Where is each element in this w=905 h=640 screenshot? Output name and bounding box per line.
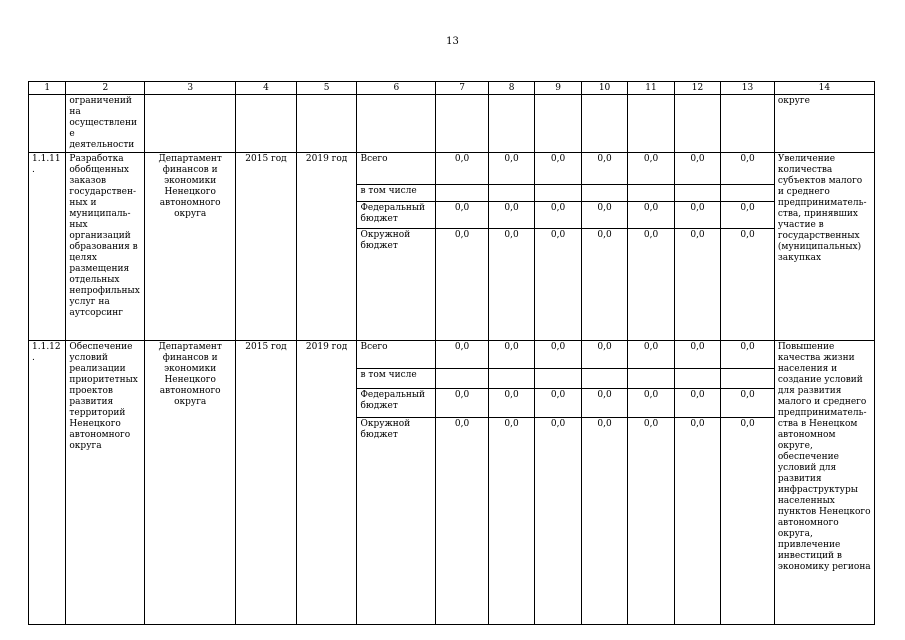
value-cell: 0,0 [721, 153, 775, 185]
row-label-including: в том числе [357, 369, 436, 389]
row-label-including: в том числе [357, 185, 436, 202]
program-activities-table [28, 81, 875, 625]
value-cell: 0,0 [535, 418, 581, 625]
row-label-district: Окружной бюджет [357, 418, 436, 625]
value-cell: 0,0 [488, 229, 534, 341]
value-cell: 0,0 [436, 389, 489, 418]
row-label-total: Всего [357, 341, 436, 369]
row-label-federal: Федеральный бюджет [357, 389, 436, 418]
value-cell: 0,0 [581, 202, 627, 229]
value-cell: 0,0 [488, 341, 534, 369]
continuation-row [29, 95, 875, 153]
value-cell: 0,0 [488, 389, 534, 418]
result-cell: округе [774, 95, 874, 153]
column-number: 14 [774, 82, 874, 95]
value-cell: 0,0 [674, 341, 720, 369]
value-cell: 0,0 [628, 341, 674, 369]
expected-result: Увеличение количества субъектов малого и среднего предприниматель-ства, принявших участие в государственных (муниципальных) закупках [774, 153, 874, 341]
value-cell: 0,0 [535, 202, 581, 229]
start-year: 2015 год [236, 341, 297, 625]
activity-number: 1.1.12. [29, 341, 66, 625]
column-number: 8 [488, 82, 534, 95]
column-number: 6 [357, 82, 436, 95]
value-cell: 0,0 [581, 341, 627, 369]
value-cell: 0,0 [628, 229, 674, 341]
activity-cell: ограничений на осуществление деятельности [66, 95, 145, 153]
start-year: 2015 год [236, 153, 297, 341]
table-row [29, 341, 875, 369]
column-number: 3 [145, 82, 236, 95]
value-cell: 0,0 [581, 229, 627, 341]
page-number: 13 [446, 36, 459, 47]
value-cell: 0,0 [535, 229, 581, 341]
value-cell: 0,0 [488, 418, 534, 625]
column-number-row [29, 82, 875, 95]
value-cell: 0,0 [436, 341, 489, 369]
value-cell: 0,0 [488, 153, 534, 185]
value-cell: 0,0 [674, 418, 720, 625]
column-number: 2 [66, 82, 145, 95]
activity-name: Разработка обобщенных заказов государствен-ных и муниципаль-ных организаций образования в целях размещения отдельных непрофильных услуг на аутсорсинг [66, 153, 145, 341]
value-cell: 0,0 [436, 153, 489, 185]
value-cell: 0,0 [535, 389, 581, 418]
value-cell: 0,0 [721, 389, 775, 418]
value-cell: 0,0 [581, 389, 627, 418]
value-cell: 0,0 [674, 389, 720, 418]
value-cell: 0,0 [721, 229, 775, 341]
column-number: 9 [535, 82, 581, 95]
end-year: 2019 год [296, 153, 357, 341]
value-cell: 0,0 [535, 153, 581, 185]
value-cell: 0,0 [674, 229, 720, 341]
value-cell: 0,0 [721, 341, 775, 369]
value-cell: 0,0 [436, 202, 489, 229]
value-cell: 0,0 [436, 229, 489, 341]
value-cell: 0,0 [535, 341, 581, 369]
table-row [29, 153, 875, 185]
activity-name: Обеспечение условий реализации приоритетных проектов развития территорий Ненецкого автономного округа [66, 341, 145, 625]
column-number: 13 [721, 82, 775, 95]
end-year: 2019 год [296, 341, 357, 625]
value-cell: 0,0 [628, 202, 674, 229]
value-cell: 0,0 [674, 202, 720, 229]
column-number: 7 [436, 82, 489, 95]
value-cell: 0,0 [581, 153, 627, 185]
column-number: 11 [628, 82, 674, 95]
executor: Департамент финансов и экономики Ненецкого автономного округа [145, 341, 236, 625]
value-cell: 0,0 [581, 418, 627, 625]
column-number: 10 [581, 82, 627, 95]
executor: Департамент финансов и экономики Ненецкого автономного округа [145, 153, 236, 341]
value-cell: 0,0 [628, 153, 674, 185]
row-label-federal: Федеральный бюджет [357, 202, 436, 229]
column-number: 5 [296, 82, 357, 95]
value-cell: 0,0 [628, 418, 674, 625]
value-cell: 0,0 [721, 418, 775, 625]
row-label-district: Окружной бюджет [357, 229, 436, 341]
activity-number: 1.1.11. [29, 153, 66, 341]
value-cell: 0,0 [436, 418, 489, 625]
value-cell: 0,0 [674, 153, 720, 185]
expected-result: Повышение качества жизни населения и создание условий для развития малого и среднего предприниматель-ства в Ненецком автономном округе, обеспечение условий для развития инфраструктуры населенных пунктов Ненецкого автономного округа, привлечение инвестиций в экономику региона [774, 341, 874, 625]
value-cell: 0,0 [488, 202, 534, 229]
column-number: 1 [29, 82, 66, 95]
value-cell: 0,0 [628, 389, 674, 418]
value-cell: 0,0 [721, 202, 775, 229]
row-label-total: Всего [357, 153, 436, 185]
column-number: 4 [236, 82, 297, 95]
column-number: 12 [674, 82, 720, 95]
